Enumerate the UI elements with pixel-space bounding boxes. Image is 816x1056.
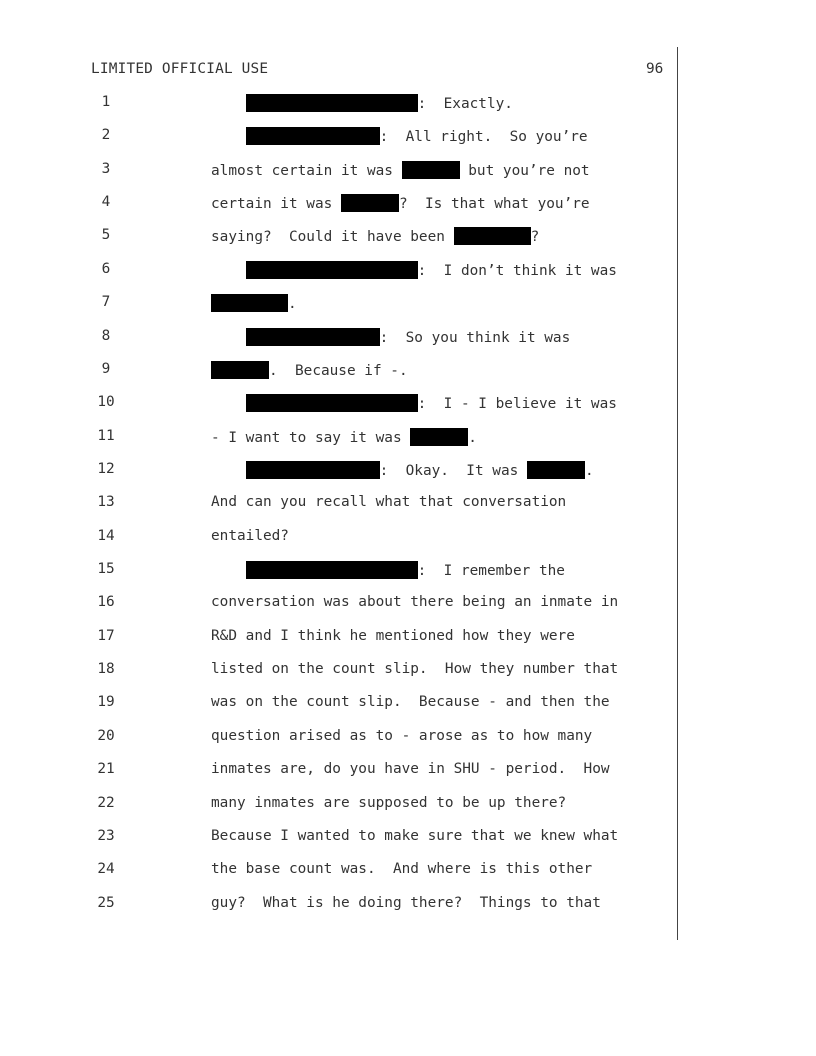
line-text — [211, 628, 575, 644]
line-text-segment: . — [468, 429, 477, 446]
line-text-segment: inmates are, do you have in SHU - period. How — [211, 761, 610, 778]
line-text-segment: almost certain it was — [211, 162, 402, 179]
transcript-line — [0, 94, 816, 114]
line-number: 25 — [97, 894, 115, 911]
line-text — [211, 528, 289, 544]
line-number: 14 — [97, 527, 115, 544]
line-text — [211, 494, 566, 510]
line-number: 10 — [97, 394, 115, 411]
line-text-segment — [211, 396, 246, 412]
classification-header: LIMITED OFFICIAL USE — [91, 61, 269, 77]
line-text-segment: : Okay. It was — [379, 462, 527, 479]
transcript-line — [0, 861, 816, 881]
line-number: 16 — [97, 594, 115, 611]
line-number: 13 — [97, 494, 115, 511]
line-text-segment — [211, 96, 246, 112]
transcript-line — [0, 428, 816, 448]
line-text-segment: conversation was about there being an inmate in — [211, 594, 619, 611]
transcript-line — [0, 528, 816, 548]
line-text-segment: the base count was. And where is this other — [211, 861, 593, 878]
line-text-segment: : So you think it was — [379, 329, 571, 346]
redaction-block — [246, 94, 418, 112]
line-text — [211, 795, 566, 811]
line-text — [211, 127, 588, 145]
redaction-block — [211, 294, 288, 312]
redaction-block — [246, 394, 418, 412]
line-text-segment: . — [584, 462, 594, 479]
line-text-segment: : I don’t think it was — [417, 262, 617, 279]
line-text-segment — [211, 463, 246, 479]
line-text-segment: guy? What is he doing there? Things to that — [211, 894, 601, 911]
line-text-segment: but you’re not — [459, 162, 590, 179]
transcript-line — [0, 361, 816, 381]
line-text-segment: entailed? — [211, 527, 289, 544]
line-text — [211, 161, 590, 179]
line-text-segment — [211, 330, 246, 346]
line-text — [211, 561, 565, 579]
transcript-line — [0, 194, 816, 214]
line-number: 22 — [97, 794, 115, 811]
line-number: 3 — [101, 160, 111, 177]
line-text — [211, 461, 594, 479]
line-text — [211, 261, 617, 279]
line-text — [211, 761, 610, 777]
transcript-line — [0, 227, 816, 247]
line-text — [211, 661, 618, 677]
line-text — [211, 294, 297, 312]
transcript-line — [0, 694, 816, 714]
transcript-line — [0, 895, 816, 915]
line-text-segment: was on the count slip. Because - and then the — [211, 694, 610, 711]
line-text-segment: certain it was — [211, 196, 341, 213]
transcript-line — [0, 394, 816, 414]
line-text-segment — [211, 263, 246, 279]
redaction-block — [454, 227, 531, 245]
transcript-line — [0, 761, 816, 781]
line-number: 23 — [97, 827, 115, 844]
redaction-block — [527, 461, 585, 479]
line-text-segment — [211, 563, 246, 579]
line-number: 2 — [101, 127, 111, 144]
line-number: 4 — [101, 194, 111, 211]
line-text — [211, 194, 590, 212]
line-number: 8 — [101, 327, 111, 344]
line-text-segment: - I want to say it was — [211, 429, 411, 446]
transcript-line — [0, 594, 816, 614]
transcript-line — [0, 728, 816, 748]
transcript-line — [0, 461, 816, 481]
line-text-segment: Because I wanted to make sure that we knew what — [211, 827, 619, 844]
line-text — [211, 94, 513, 112]
transcript-line — [0, 161, 816, 181]
line-text-segment: ? Is that what you’re — [398, 196, 590, 213]
line-text-segment: saying? Could it have been — [211, 229, 454, 246]
redaction-block — [246, 461, 380, 479]
line-text — [211, 394, 617, 412]
line-text-segment: many inmates are supposed to be up there? — [211, 794, 567, 811]
line-number: 11 — [97, 427, 115, 444]
line-text — [211, 328, 570, 346]
line-number: 17 — [97, 627, 115, 644]
redaction-block — [402, 161, 460, 179]
line-text — [211, 861, 592, 877]
line-text — [211, 227, 539, 245]
line-text — [211, 428, 477, 446]
line-number: 9 — [101, 360, 111, 377]
line-text — [211, 694, 610, 710]
transcript-line — [0, 795, 816, 815]
line-number: 19 — [97, 694, 115, 711]
redaction-block — [246, 261, 418, 279]
line-text — [211, 594, 618, 610]
line-text-segment: : I - I believe it was — [417, 396, 617, 413]
line-text-segment: question arised as to - arose as to how many — [211, 727, 593, 744]
line-number: 21 — [97, 761, 115, 778]
line-text-segment: : Exactly. — [417, 96, 513, 112]
line-number: 24 — [97, 861, 115, 878]
line-number: 7 — [101, 294, 111, 311]
transcript-line — [0, 294, 816, 314]
line-number: 6 — [101, 260, 111, 277]
line-number: 15 — [97, 561, 115, 578]
line-text-segment: . — [288, 296, 297, 313]
line-text-segment: And can you recall what that conversation — [211, 494, 567, 511]
redaction-block — [211, 361, 269, 379]
line-number: 18 — [97, 661, 115, 678]
transcript-line — [0, 661, 816, 681]
redaction-block — [246, 328, 380, 346]
transcript-line — [0, 328, 816, 348]
line-number: 20 — [97, 727, 115, 744]
transcript-line — [0, 494, 816, 514]
transcript-line — [0, 628, 816, 648]
line-text — [211, 828, 618, 844]
line-text-segment: listed on the count slip. How they number that — [211, 661, 619, 678]
line-text-segment: . Because if -. — [269, 362, 408, 379]
transcript-line — [0, 828, 816, 848]
line-text-segment: : I remember the — [417, 563, 565, 580]
transcript-line — [0, 561, 816, 581]
redaction-block — [246, 561, 418, 579]
line-number: 12 — [97, 460, 115, 477]
line-text — [211, 895, 601, 911]
redaction-block — [341, 194, 399, 212]
line-text — [211, 728, 592, 744]
line-text-segment: R&D and I think he mentioned how they were — [211, 627, 575, 644]
page-number: 96 — [646, 61, 664, 77]
redaction-block — [246, 127, 380, 145]
transcript-line — [0, 261, 816, 281]
line-text-segment: : All right. So you’re — [379, 129, 588, 146]
line-text — [211, 361, 408, 379]
transcript-line — [0, 127, 816, 147]
line-number: 1 — [101, 94, 111, 110]
redaction-block — [410, 428, 468, 446]
line-number: 5 — [101, 227, 111, 244]
line-text-segment — [211, 129, 246, 145]
line-text-segment: ? — [530, 229, 540, 246]
